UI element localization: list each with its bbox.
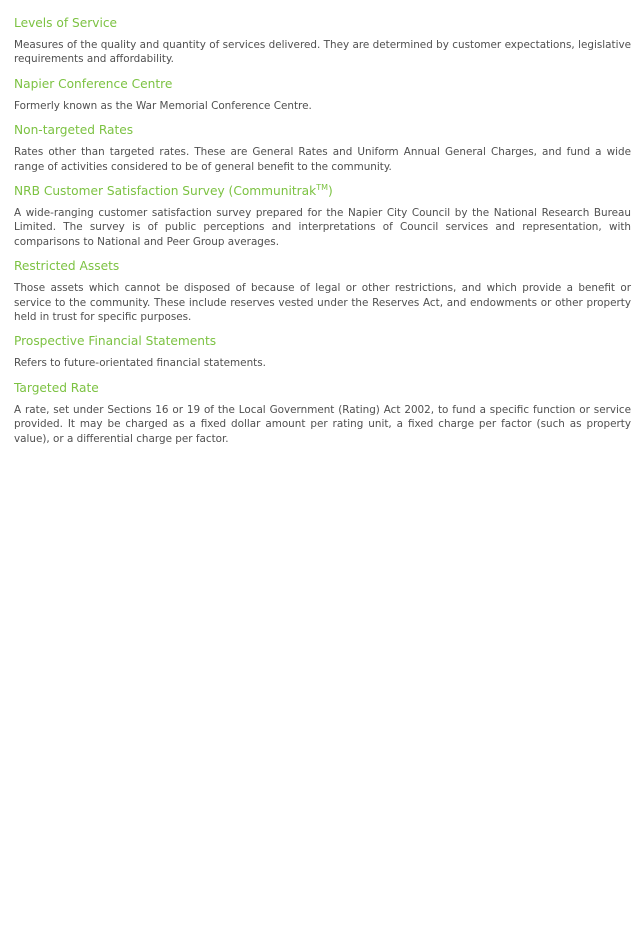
glossary-definition: Refers to future-orientated financial statements. xyxy=(14,357,266,370)
glossary-entry-restricted-assets xyxy=(14,258,631,324)
glossary-definition: Measures of the quality and quantity of services delivered. They are determined by customer expectations, legislative requirements and affordability. xyxy=(14,39,631,66)
glossary-definition: A wide-ranging customer satisfaction survey prepared for the Napier City Council by the National Research Bureau Limited. The survey is of public perceptions and interpretations of Council services and representation, with comparisons to National and Peer Group averages. xyxy=(14,207,631,248)
glossary-entry-prospective-financial-statements xyxy=(14,333,631,370)
glossary-page xyxy=(14,15,631,455)
glossary-term: Levels of Service xyxy=(14,16,118,30)
glossary-definition: A rate, set under Sections 16 or 19 of the Local Government (Rating) Act 2002, to fund a specific function or service provided. It may be charged as a fixed dollar amount per rating unit, a fixed charge per factor (such as property value), or a differential charge per factor. xyxy=(14,403,631,445)
trademark-mark: TM xyxy=(316,182,328,192)
glossary-entry-levels-of-service xyxy=(14,15,631,67)
glossary-term: Targeted Rate xyxy=(14,380,99,395)
glossary-entry-nrb-survey xyxy=(14,183,631,249)
glossary-entry-targeted-rate xyxy=(14,380,631,446)
glossary-definition: Formerly known as the War Memorial Conference Centre. xyxy=(14,99,312,112)
glossary-term: Prospective Financial Statements xyxy=(14,334,217,349)
glossary-definition: Those assets which cannot be disposed of because of legal or other restrictions, and which provide a benefit or service to the community. These include reserves vested under the Reserves Act, and endowments or other property held in trust for specific purposes. xyxy=(14,282,631,324)
glossary-term: Restricted Assets xyxy=(14,259,120,274)
glossary-term xyxy=(14,183,631,199)
glossary-entry-napier-conference-centre xyxy=(14,76,631,113)
glossary-term: Non-targeted Rates xyxy=(14,123,134,138)
glossary-term: Napier Conference Centre xyxy=(14,76,173,91)
glossary-term-suffix: ) xyxy=(327,184,333,199)
glossary-term-text: NRB Customer Satisfaction Survey (Communitrak xyxy=(14,184,317,199)
glossary-definition: Rates other than targeted rates. These are General Rates and Uniform Annual General Charges, and fund a wide range of activities considered to be of general benefit to the community. xyxy=(14,146,631,173)
glossary-entry-non-targeted-rates xyxy=(14,122,631,174)
